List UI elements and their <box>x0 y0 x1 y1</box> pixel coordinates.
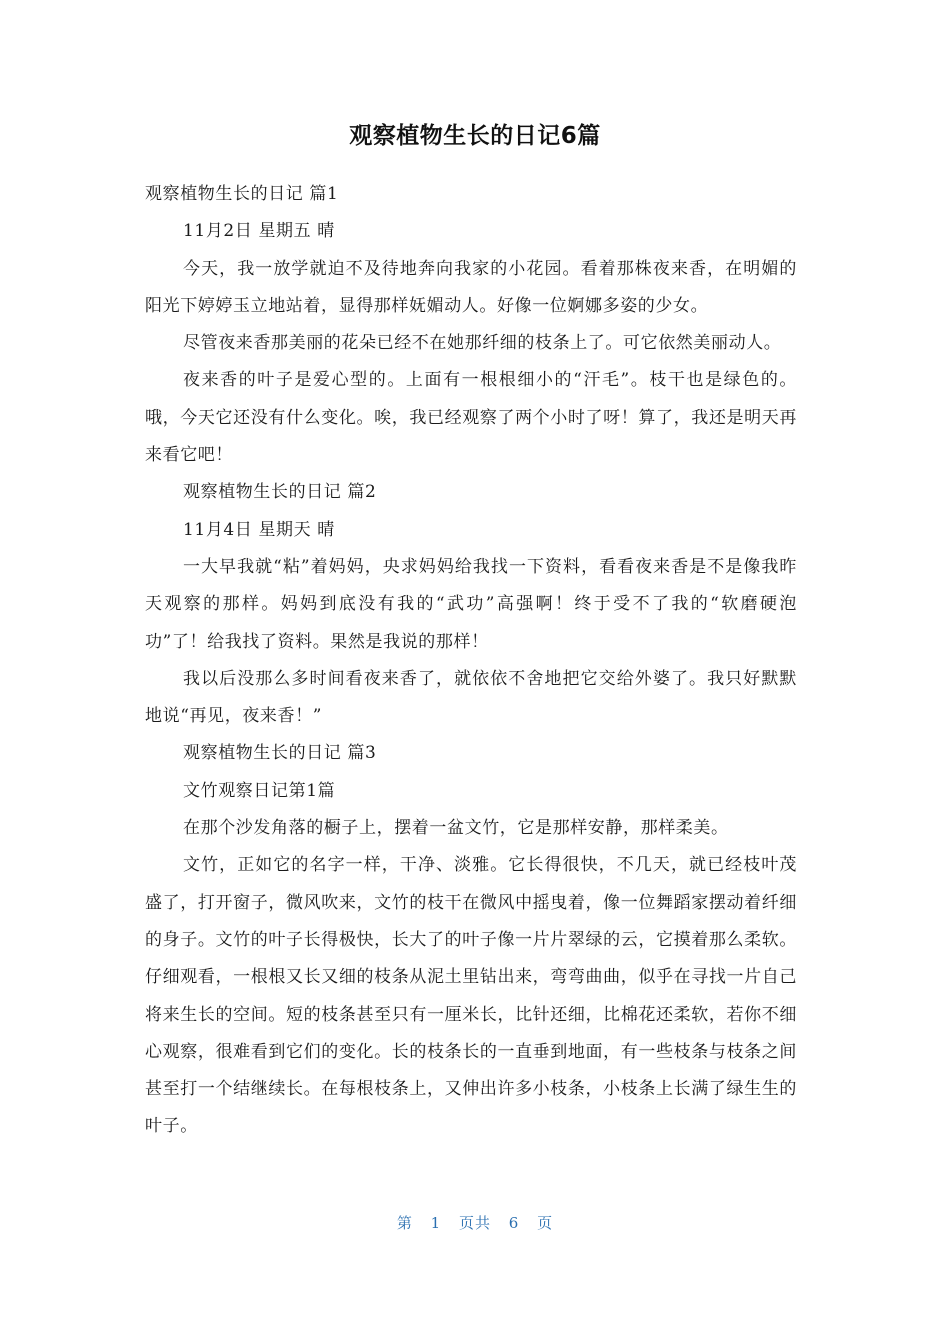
paragraph: 今天，我一放学就迫不及待地奔向我家的小花园。看着那株夜来香，在明媚的阳光下婷婷玉立地站着，显得那样妩媚动人。好像一位婀娜多姿的少女。 <box>145 258 797 316</box>
paragraph: 夜来香的叶子是爱心型的。上面有一根根细小的“汗毛”。枝干也是绿色的。哦，今天它还没有什么变化。唉，我已经观察了两个小时了呀！算了，我还是明天再来看它吧！ <box>145 370 797 466</box>
footer-suffix: 页 <box>537 1214 554 1232</box>
paragraph: 观察植物生长的日记 篇3 <box>183 743 377 764</box>
footer-total-pages: 6 <box>508 1214 520 1232</box>
paragraph: 一大早我就“粘”着妈妈，央求妈妈给我找一下资料，看看夜来香是不是像我昨天观察的那样。妈妈到底没有我的“武功”高强啊！终于受不了我的“软磨硬泡功”了！给我找了资料。果然是我说的那样！ <box>145 556 797 652</box>
page-footer <box>0 1212 950 1233</box>
paragraph: 文竹，正如它的名字一样，干净、淡雅。它长得很快，不几天，就已经枝叶茂盛了，打开窗子，微风吹来，文竹的枝干在微风中摇曳着，像一位舞蹈家摆动着纤细的身子。文竹的叶子长得极快，长大了的叶子像一片片翠绿的云，它摸着那么柔软。仔细观看，一根根又长又细的枝条从泥土里钻出来，弯弯曲曲，似乎在寻找一片自己将来生长的空间。短的枝条甚至只有一厘米长，比针还细，比棉花还柔软，若你不细心观察，很难看到它们的变化。长的枝条长的一直垂到地面，有一些枝条与枝条之间甚至打一个结继续长。在每根枝条上，又伸出许多小枝条，小枝条上长满了绿生生的叶子。 <box>145 855 797 1137</box>
document-title: 观察植物生长的日记6篇 <box>349 123 601 149</box>
footer-mid: 页共 <box>458 1214 491 1232</box>
document-body <box>145 176 797 1146</box>
footer-page-number: 1 <box>430 1214 442 1232</box>
paragraph: 我以后没那么多时间看夜来香了，就依依不舍地把它交给外婆了。我只好默默地说“再见，夜来香！” <box>145 668 797 727</box>
paragraph: 观察植物生长的日记 篇2 <box>183 482 377 503</box>
paragraph: 尽管夜来香那美丽的花朵已经不在她那纤细的枝条上了。可它依然美丽动人。 <box>183 333 782 354</box>
paragraph: 11月2日 星期五 晴 <box>183 221 335 242</box>
paragraph: 在那个沙发角落的橱子上，摆着一盆文竹，它是那样安静，那样柔美。 <box>183 818 729 839</box>
paragraph: 观察植物生长的日记 篇1 <box>145 184 339 204</box>
footer-prefix: 第 <box>396 1214 413 1232</box>
paragraph: 文竹观察日记第1篇 <box>183 780 336 801</box>
paragraph: 11月4日 星期天 晴 <box>183 519 335 540</box>
